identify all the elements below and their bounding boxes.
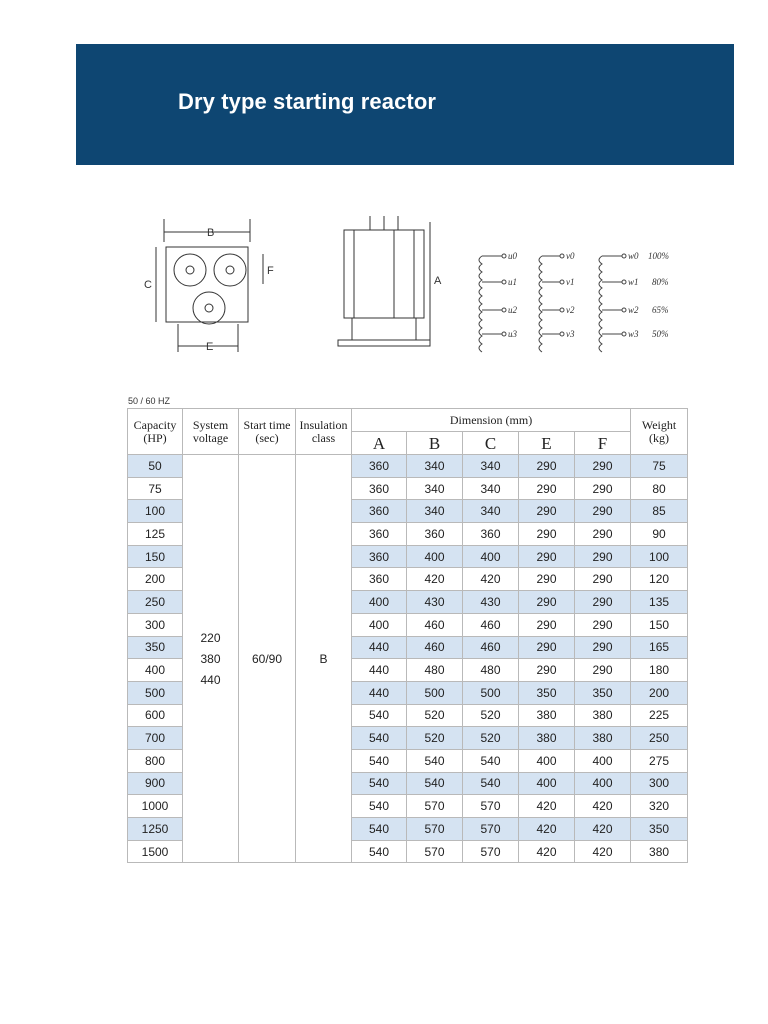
tap-percent-65: 65% — [652, 305, 669, 315]
weight-cell: 120 — [631, 568, 688, 591]
dim-e-cell: 400 — [519, 772, 575, 795]
dim-e-cell: 290 — [519, 659, 575, 682]
dim-f-cell: 420 — [575, 795, 631, 818]
capacity-cell: 1250 — [128, 818, 183, 841]
dim-b-cell: 570 — [407, 840, 463, 863]
frequency-note: 50 / 60 HZ — [128, 396, 171, 406]
weight-cell: 275 — [631, 749, 688, 772]
weight-cell: 165 — [631, 636, 688, 659]
dim-e-cell: 290 — [519, 591, 575, 614]
weight-cell: 180 — [631, 659, 688, 682]
dim-e-cell: 290 — [519, 636, 575, 659]
dim-e-cell: 290 — [519, 568, 575, 591]
dim-f-cell: 290 — [575, 477, 631, 500]
dimension-label-c: C — [144, 279, 152, 291]
capacity-cell: 350 — [128, 636, 183, 659]
dimension-header: Dimension (mm) — [352, 409, 631, 432]
weight-cell: 225 — [631, 704, 688, 727]
dim-f-cell: 290 — [575, 545, 631, 568]
dim-f-cell: 290 — [575, 523, 631, 546]
dim-c-cell: 360 — [463, 523, 519, 546]
dimension-label-a: A — [434, 275, 442, 287]
dim-c-cell: 540 — [463, 749, 519, 772]
dim-c-cell: 420 — [463, 568, 519, 591]
winding-schematic-u — [479, 254, 506, 352]
reactor-drawings — [130, 212, 690, 357]
system-voltage-value: 440 — [200, 672, 221, 687]
capacity-cell: 900 — [128, 772, 183, 795]
tap-label-v3: v3 — [566, 329, 575, 339]
dimension-drawings-svg — [130, 212, 690, 357]
dim-b-cell: 340 — [407, 455, 463, 478]
dim-header-e: E — [519, 432, 575, 455]
capacity-cell: 400 — [128, 659, 183, 682]
dimension-label-e: E — [206, 341, 214, 353]
dim-a-cell: 400 — [352, 613, 407, 636]
tap-label-u1: u1 — [508, 277, 517, 287]
table-row — [128, 455, 688, 478]
dim-b-cell: 420 — [407, 568, 463, 591]
dim-b-cell: 340 — [407, 500, 463, 523]
capacity-cell: 75 — [128, 477, 183, 500]
dim-f-cell: 290 — [575, 636, 631, 659]
capacity-header-line2: (HP) — [143, 430, 167, 445]
tap-label-w0: w0 — [628, 251, 639, 261]
dim-c-cell: 540 — [463, 772, 519, 795]
dim-b-cell: 430 — [407, 591, 463, 614]
dim-e-cell: 290 — [519, 500, 575, 523]
insulation-header-line1: Insulation — [299, 417, 348, 432]
tap-label-w1: w1 — [628, 277, 639, 287]
dim-e-cell: 350 — [519, 681, 575, 704]
dim-c-cell: 480 — [463, 659, 519, 682]
tap-label-w2: w2 — [628, 305, 639, 315]
dim-a-cell: 440 — [352, 636, 407, 659]
weight-cell: 320 — [631, 795, 688, 818]
dim-b-cell: 360 — [407, 523, 463, 546]
tap-label-v0: v0 — [566, 251, 575, 261]
winding-schematic-w — [599, 254, 626, 352]
dim-b-cell: 460 — [407, 613, 463, 636]
start-time-header-line1: Start time — [243, 417, 291, 432]
tap-percent-50: 50% — [652, 329, 669, 339]
header-banner — [76, 44, 734, 165]
dim-b-cell: 540 — [407, 772, 463, 795]
dim-c-cell: 520 — [463, 727, 519, 750]
dim-a-cell: 540 — [352, 772, 407, 795]
start-time-cell: 60/90 — [239, 455, 296, 863]
dim-f-cell: 290 — [575, 613, 631, 636]
weight-cell: 250 — [631, 727, 688, 750]
dim-c-cell: 570 — [463, 818, 519, 841]
tap-label-u0: u0 — [508, 251, 517, 261]
dim-a-cell: 540 — [352, 818, 407, 841]
dim-header-a: A — [352, 432, 407, 455]
dim-f-cell: 290 — [575, 591, 631, 614]
dim-a-cell: 440 — [352, 681, 407, 704]
dim-e-cell: 420 — [519, 818, 575, 841]
system-voltage-value: 380 — [200, 651, 221, 666]
weight-cell: 300 — [631, 772, 688, 795]
top-view-labels — [144, 227, 274, 353]
voltage-header-line1: System — [192, 417, 229, 432]
specification-table — [127, 408, 688, 863]
weight-cell: 380 — [631, 840, 688, 863]
capacity-cell: 1500 — [128, 840, 183, 863]
dim-e-cell: 380 — [519, 727, 575, 750]
dim-b-cell: 340 — [407, 477, 463, 500]
weight-header-line2: (kg) — [649, 430, 670, 445]
dim-a-cell: 360 — [352, 523, 407, 546]
dim-f-cell: 290 — [575, 455, 631, 478]
tap-label-v1: v1 — [566, 277, 575, 287]
dim-e-cell: 290 — [519, 455, 575, 478]
system-voltage-value: 220 — [200, 630, 221, 645]
tap-label-u3: u3 — [508, 329, 517, 339]
tap-percent-80: 80% — [652, 277, 669, 287]
winding-tap-labels — [508, 251, 669, 339]
dim-a-cell: 540 — [352, 795, 407, 818]
dim-e-cell: 420 — [519, 795, 575, 818]
dim-f-cell: 290 — [575, 568, 631, 591]
dim-f-cell: 380 — [575, 704, 631, 727]
system-voltage-list — [183, 631, 238, 687]
capacity-header-line1: Capacity — [133, 417, 177, 432]
dimension-label-f: F — [267, 265, 274, 277]
weight-cell: 90 — [631, 523, 688, 546]
capacity-cell: 800 — [128, 749, 183, 772]
capacity-cell: 50 — [128, 455, 183, 478]
weight-header — [631, 409, 688, 455]
side-view-labels — [434, 275, 442, 287]
weight-cell: 135 — [631, 591, 688, 614]
capacity-cell: 600 — [128, 704, 183, 727]
dim-c-cell: 460 — [463, 613, 519, 636]
dim-c-cell: 570 — [463, 840, 519, 863]
dim-f-cell: 420 — [575, 818, 631, 841]
dim-header-f: F — [575, 432, 631, 455]
dim-b-cell: 520 — [407, 727, 463, 750]
dim-f-cell: 400 — [575, 749, 631, 772]
dim-header-b: B — [407, 432, 463, 455]
capacity-cell: 700 — [128, 727, 183, 750]
tap-label-w3: w3 — [628, 329, 639, 339]
dim-b-cell: 400 — [407, 545, 463, 568]
tap-label-u2: u2 — [508, 305, 517, 315]
dim-c-cell: 430 — [463, 591, 519, 614]
dim-b-cell: 520 — [407, 704, 463, 727]
dim-a-cell: 360 — [352, 477, 407, 500]
dim-a-cell: 360 — [352, 545, 407, 568]
dim-f-cell: 290 — [575, 659, 631, 682]
dim-b-cell: 460 — [407, 636, 463, 659]
dim-e-cell: 380 — [519, 704, 575, 727]
capacity-cell: 125 — [128, 523, 183, 546]
weight-cell: 80 — [631, 477, 688, 500]
dim-e-cell: 290 — [519, 613, 575, 636]
dim-a-cell: 360 — [352, 500, 407, 523]
voltage-header — [183, 409, 239, 455]
capacity-cell: 1000 — [128, 795, 183, 818]
dim-a-cell: 400 — [352, 591, 407, 614]
dim-f-cell: 380 — [575, 727, 631, 750]
tap-label-v2: v2 — [566, 305, 575, 315]
dim-a-cell: 540 — [352, 704, 407, 727]
dim-f-cell: 400 — [575, 772, 631, 795]
start-time-header — [239, 409, 296, 455]
voltage-header-line2: voltage — [192, 430, 229, 445]
dim-c-cell: 500 — [463, 681, 519, 704]
dim-e-cell: 290 — [519, 545, 575, 568]
dim-f-cell: 290 — [575, 500, 631, 523]
weight-cell: 350 — [631, 818, 688, 841]
dim-e-cell: 400 — [519, 749, 575, 772]
dim-c-cell: 570 — [463, 795, 519, 818]
specification-table-body — [128, 455, 688, 863]
weight-cell: 200 — [631, 681, 688, 704]
side-view-drawing — [338, 216, 430, 346]
dim-a-cell: 440 — [352, 659, 407, 682]
dim-c-cell: 400 — [463, 545, 519, 568]
weight-cell: 75 — [631, 455, 688, 478]
dim-c-cell: 460 — [463, 636, 519, 659]
tap-percent-100: 100% — [648, 251, 669, 261]
dim-b-cell: 540 — [407, 749, 463, 772]
start-time-header-line2: (sec) — [255, 430, 279, 445]
insulation-class-cell: B — [296, 455, 352, 863]
dim-f-cell: 420 — [575, 840, 631, 863]
capacity-cell: 250 — [128, 591, 183, 614]
capacity-header — [128, 409, 183, 455]
header-row-1 — [128, 409, 688, 432]
capacity-cell: 200 — [128, 568, 183, 591]
capacity-cell: 300 — [128, 613, 183, 636]
dim-b-cell: 570 — [407, 818, 463, 841]
weight-cell: 150 — [631, 613, 688, 636]
weight-header-line1: Weight — [641, 417, 677, 432]
dim-b-cell: 570 — [407, 795, 463, 818]
dim-a-cell: 540 — [352, 749, 407, 772]
weight-cell: 85 — [631, 500, 688, 523]
dim-c-cell: 340 — [463, 477, 519, 500]
weight-cell: 100 — [631, 545, 688, 568]
dim-c-cell: 340 — [463, 455, 519, 478]
insulation-header — [296, 409, 352, 455]
dim-e-cell: 290 — [519, 523, 575, 546]
dim-b-cell: 480 — [407, 659, 463, 682]
dim-e-cell: 420 — [519, 840, 575, 863]
winding-schematic-v — [539, 254, 564, 352]
dim-a-cell: 540 — [352, 727, 407, 750]
dim-a-cell: 360 — [352, 568, 407, 591]
dim-header-c: C — [463, 432, 519, 455]
dim-e-cell: 290 — [519, 477, 575, 500]
dim-c-cell: 520 — [463, 704, 519, 727]
dim-f-cell: 350 — [575, 681, 631, 704]
page-title: Dry type starting reactor — [178, 89, 437, 114]
capacity-cell: 100 — [128, 500, 183, 523]
dim-c-cell: 340 — [463, 500, 519, 523]
dim-b-cell: 500 — [407, 681, 463, 704]
system-voltage-cell — [183, 455, 239, 863]
dimension-label-b: B — [207, 227, 215, 239]
insulation-header-line2: class — [311, 430, 336, 445]
capacity-cell: 150 — [128, 545, 183, 568]
dim-a-cell: 360 — [352, 455, 407, 478]
capacity-cell: 500 — [128, 681, 183, 704]
dim-a-cell: 540 — [352, 840, 407, 863]
